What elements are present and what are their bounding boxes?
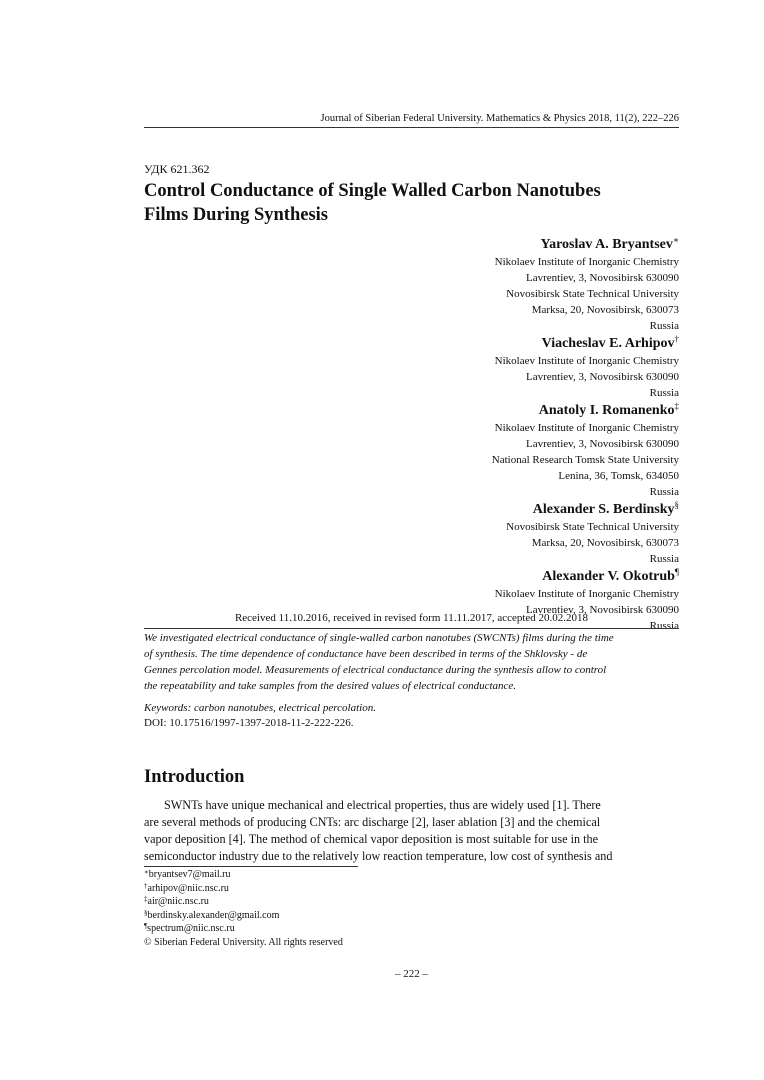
author-name: Alexander V. Okotrub¶ xyxy=(542,567,679,584)
intro-paragraph xyxy=(144,797,681,865)
abstract-line: the repeatability and take samples from the desired values of electrical conductance. xyxy=(144,680,517,692)
abstract xyxy=(144,630,681,694)
affiliation-line: Marksa, 20, Novosibirsk, 630073 xyxy=(531,304,679,316)
author-name: Yaroslav A. Bryantsev∗ xyxy=(540,235,679,252)
paper-title-line: Films During Synthesis xyxy=(144,205,329,225)
footnote-rule xyxy=(144,866,358,867)
affiliation-line: Lavrentiev, 3, Novosibirsk 630090 xyxy=(526,438,679,450)
author-name: Viacheslav E. Arhipov† xyxy=(541,334,679,351)
affiliation-line: Nikolaev Institute of Inorganic Chemistry xyxy=(494,256,679,268)
affiliation-line: Russia xyxy=(649,486,679,498)
abstract-line: of synthesis. The time dependence of conductance have been described in terms of the Shklovsky - de xyxy=(144,648,588,660)
intro-line: SWNTs have unique mechanical and electrical properties, thus are widely used [1]. There xyxy=(164,798,601,812)
affiliation-line: Lavrentiev, 3, Novosibirsk 630090 xyxy=(526,604,679,616)
abstract-rule xyxy=(144,628,679,629)
footnote: ∗bryantsev7@mail.ru xyxy=(144,868,231,880)
author-name: Alexander S. Berdinsky§ xyxy=(532,500,679,517)
footnote: ‡air@niic.nsc.ru xyxy=(144,895,209,907)
affiliation-line: Marksa, 20, Novosibirsk, 630073 xyxy=(531,537,679,549)
intro-line: are several methods of producing CNTs: arc discharge [2], laser ablation [3] and the chemical xyxy=(144,815,601,829)
intro-line: vapor deposition [4]. The method of chemical vapor deposition is most suitable for use in the xyxy=(144,832,599,846)
keywords: Keywords: carbon nanotubes, electrical percolation. xyxy=(144,702,376,714)
footnote: §berdinsky.alexander@gmail.com xyxy=(144,908,280,921)
affiliation-line: Nikolaev Institute of Inorganic Chemistry xyxy=(494,588,679,600)
affiliation-line: Russia xyxy=(649,553,679,565)
udc-code: УДК 621.362 xyxy=(144,162,210,176)
section-heading-introduction: Introduction xyxy=(144,767,245,787)
affiliation-line: Russia xyxy=(649,387,679,399)
footnotes xyxy=(144,868,343,949)
footnote-mark: † xyxy=(674,334,679,344)
footnote-mark: ‡ xyxy=(674,401,679,411)
intro-line: semiconductor industry due to the relatively low reaction temperature, low cost of synthesis and xyxy=(144,849,613,863)
abstract-line: We investigated electrical conductance of single-walled carbon nanotubes (SWCNTs) films during the time xyxy=(144,632,614,644)
affiliation-line: Russia xyxy=(649,320,679,332)
affiliation-line: Nikolaev Institute of Inorganic Chemistry xyxy=(494,422,679,434)
page-number: – 222 – xyxy=(395,968,428,980)
footnote-mark: ∗ xyxy=(672,235,679,245)
footnote: †arhipov@niic.nsc.ru xyxy=(144,881,229,894)
footnote-mark: ¶ xyxy=(674,567,679,577)
author-name: Anatoly I. Romanenko‡ xyxy=(538,401,679,418)
affiliation-line: Novosibirsk State Technical University xyxy=(506,288,679,300)
affiliation-line: Russia xyxy=(649,620,679,632)
footnote: ¶spectrum@niic.nsc.ru xyxy=(144,922,235,934)
affiliation-line: National Research Tomsk State University xyxy=(491,454,679,466)
received-dates: Received 11.10.2016, received in revised form 11.11.2017, accepted 20.02.2018 xyxy=(234,612,589,624)
paper-title xyxy=(144,179,704,227)
affiliation-line: Lavrentiev, 3, Novosibirsk 630090 xyxy=(526,371,679,383)
affiliation-line: Lenina, 36, Tomsk, 634050 xyxy=(558,470,679,482)
copyright-notice: © Siberian Federal University. All rights reserved xyxy=(144,936,343,948)
doi: DOI: 10.17516/1997-1397-2018-11-2-222-226. xyxy=(144,717,354,729)
paper-title-line: Control Conductance of Single Walled Carbon Nanotubes xyxy=(144,181,601,201)
affiliation-line: Lavrentiev, 3, Novosibirsk 630090 xyxy=(526,272,679,284)
footnote-mark: § xyxy=(674,500,679,510)
authors-block xyxy=(380,235,679,634)
affiliation-line: Novosibirsk State Technical University xyxy=(506,521,679,533)
header-rule xyxy=(144,127,679,128)
affiliation-line: Nikolaev Institute of Inorganic Chemistry xyxy=(494,355,679,367)
running-header: Journal of Siberian Federal University. Mathematics & Physics 2018, 11(2), 222–226 xyxy=(320,113,679,124)
abstract-line: Gennes percolation model. Measurements of electrical conductance during the synthesis allow to control xyxy=(144,664,607,676)
